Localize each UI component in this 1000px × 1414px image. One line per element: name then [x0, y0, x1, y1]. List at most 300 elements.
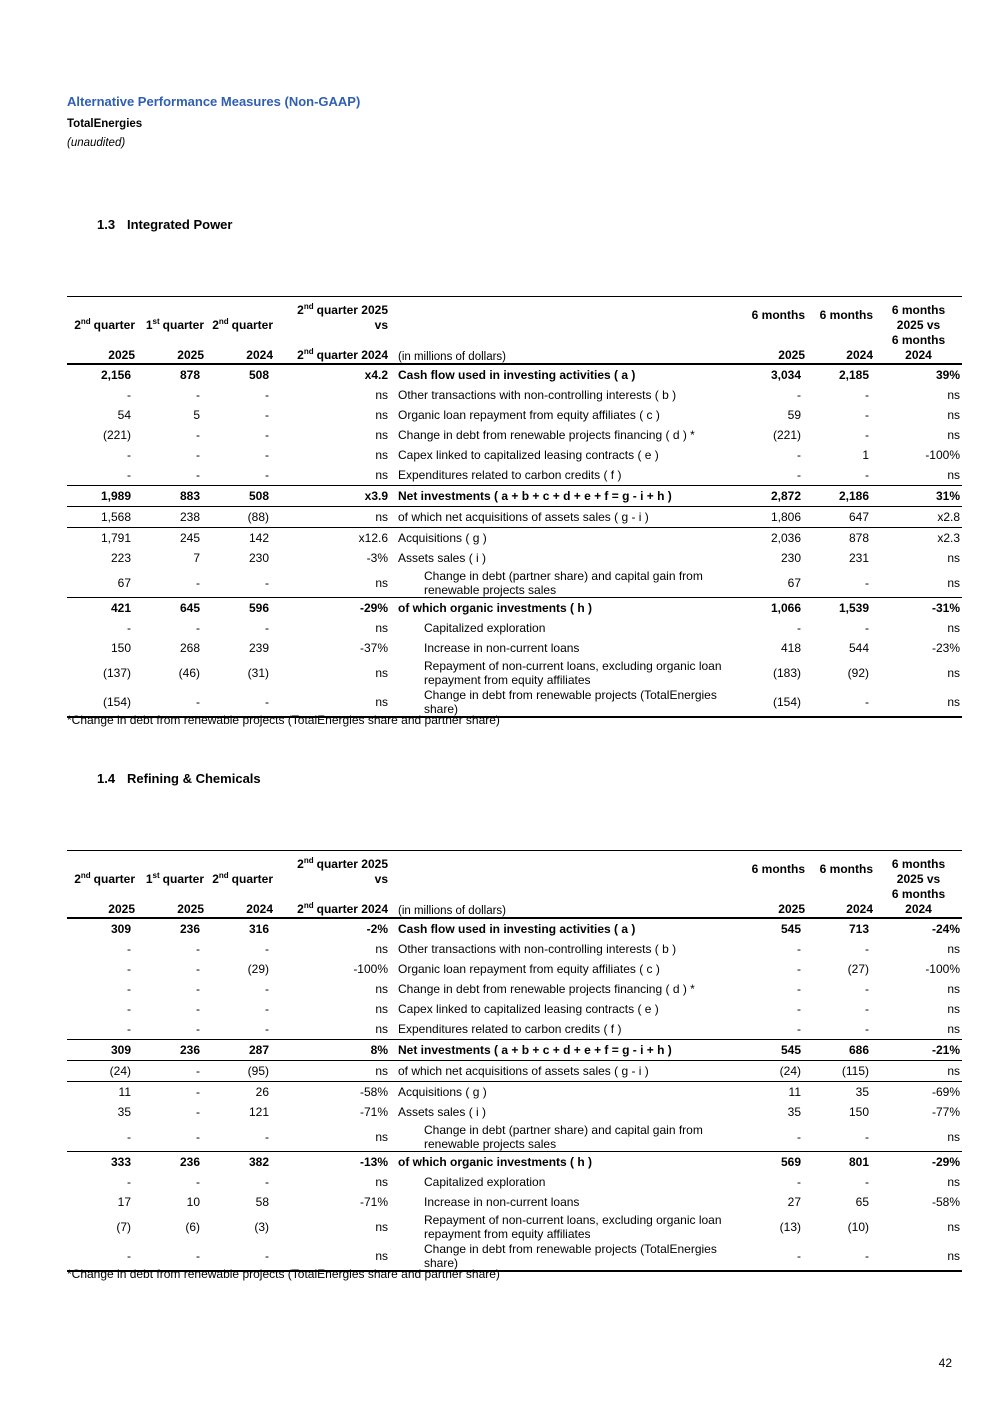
value-cell: (27)	[847, 962, 869, 976]
value-cell: -	[265, 468, 269, 482]
header-text: 2024	[246, 902, 273, 916]
value-cell: -3%	[366, 551, 388, 565]
row-label: Net investments ( a + b + c + d + e + f = g - i + h )	[398, 1043, 672, 1057]
row-label: Expenditures related to carbon credits ( f )	[398, 1022, 622, 1036]
value-cell: ns	[947, 1219, 960, 1234]
table-row	[67, 405, 962, 425]
row-label: Organic loan repayment from equity affiliates ( c )	[398, 408, 660, 422]
ordinal-suffix: nd	[303, 347, 314, 356]
header-text: quarter 2024	[316, 902, 388, 916]
column-header	[739, 333, 807, 364]
table-row	[67, 1102, 962, 1122]
value-cell: 878	[179, 368, 200, 382]
value-cell: 7	[193, 551, 200, 565]
unaudited-note: (unaudited)	[67, 137, 126, 149]
value-cell: -	[196, 448, 200, 462]
header-text: 2	[74, 318, 81, 332]
table-footnote: *Change in debt from renewable projects (TotalEnergies share and partner share)	[67, 1267, 500, 1281]
value-cell: 333	[110, 1155, 131, 1169]
header-text: 2	[212, 318, 219, 332]
value-cell: -	[196, 1064, 200, 1078]
value-cell: x4.2	[364, 368, 388, 382]
value-cell: 35	[855, 1085, 869, 1099]
value-cell: 508	[248, 489, 269, 503]
value-cell: -	[127, 1248, 131, 1263]
value-cell: 65	[855, 1195, 869, 1209]
value-cell: 569	[780, 1155, 801, 1169]
row-label: Change in debt from renewable projects financing ( d ) *	[398, 982, 695, 996]
section-title	[97, 771, 261, 786]
value-cell: -	[196, 942, 200, 956]
ordinal-suffix: nd	[303, 302, 314, 311]
value-cell: ns	[947, 621, 960, 635]
value-cell: -69%	[931, 1085, 960, 1099]
row-label: Assets sales ( i )	[398, 1105, 487, 1119]
value-cell: 121	[248, 1105, 269, 1119]
ordinal-suffix: nd	[218, 317, 229, 326]
column-header	[137, 333, 206, 364]
value-cell: (183)	[772, 665, 801, 680]
value-cell: -	[797, 1022, 801, 1036]
header-text: vs	[374, 872, 388, 886]
value-cell: -	[265, 694, 269, 709]
header-text: 1	[145, 318, 153, 332]
value-cell: 150	[110, 641, 131, 655]
value-cell: x12.6	[358, 531, 388, 545]
value-cell: -	[265, 408, 269, 422]
value-cell: -	[797, 1002, 801, 1016]
value-cell: ns	[947, 694, 960, 709]
column-header	[275, 851, 390, 888]
value-cell: (137)	[102, 665, 131, 680]
row-label: Capex linked to capitalized leasing contracts ( e )	[398, 448, 659, 462]
column-header	[206, 851, 275, 888]
value-cell: -100%	[925, 448, 960, 462]
table-row	[67, 486, 962, 507]
value-cell: 544	[848, 641, 869, 655]
row-label: of which organic investments ( h )	[398, 1155, 593, 1169]
value-cell: ns	[375, 942, 388, 956]
value-cell: (10)	[847, 1219, 869, 1234]
value-cell: -21%	[931, 1043, 960, 1057]
column-header	[875, 851, 962, 888]
value-cell: ns	[947, 575, 960, 590]
value-cell: -	[196, 1022, 200, 1036]
table-row	[67, 507, 962, 528]
value-cell: 1,568	[100, 510, 131, 524]
value-cell: ns	[375, 1002, 388, 1016]
value-cell: -	[196, 468, 200, 482]
value-cell: -	[196, 428, 200, 442]
header-text: vs	[374, 318, 388, 332]
value-cell: 11	[118, 1085, 131, 1099]
header-text: 2025 vs	[896, 872, 941, 886]
header-text: 2	[297, 902, 304, 916]
header-text: quarter	[231, 872, 273, 886]
value-cell: 35	[117, 1105, 131, 1119]
value-cell: -13%	[359, 1155, 388, 1169]
value-cell: (24)	[109, 1064, 131, 1078]
value-cell: ns	[375, 694, 388, 709]
value-cell: ns	[375, 1129, 388, 1144]
row-label: Increase in non-current loans	[424, 1195, 580, 1209]
section-number: 1.4	[97, 771, 116, 786]
value-cell: 268	[179, 641, 200, 655]
header-text: 6 months	[819, 861, 873, 876]
value-cell: -24%	[931, 922, 960, 936]
ordinal-suffix: st	[152, 871, 160, 880]
value-cell: 236	[179, 922, 200, 936]
value-cell: 3,034	[770, 368, 801, 382]
row-label: Capitalized exploration	[424, 1175, 546, 1189]
value-cell: 142	[248, 531, 269, 545]
column-header	[206, 887, 275, 918]
header-text: 2025	[177, 348, 204, 362]
value-cell: -	[265, 448, 269, 462]
value-cell: 1,539	[838, 601, 869, 615]
value-cell: 27	[787, 1195, 801, 1209]
value-cell: -	[196, 1105, 200, 1119]
value-cell: (221)	[772, 428, 801, 442]
row-label: Cash flow used in investing activities ( a )	[398, 368, 636, 382]
value-cell: -77%	[931, 1105, 960, 1119]
table-row	[67, 1192, 962, 1212]
value-cell: -	[865, 575, 869, 590]
value-cell: -	[865, 694, 869, 709]
value-cell: 878	[848, 531, 869, 545]
column-header	[275, 297, 390, 334]
row-label: Increase in non-current loans	[424, 641, 580, 655]
value-cell: 2,872	[770, 489, 801, 503]
ordinal-suffix: nd	[303, 901, 314, 910]
value-cell: 58	[255, 1195, 269, 1209]
value-cell: -	[196, 962, 200, 976]
value-cell: (115)	[841, 1064, 869, 1078]
row-label: Cash flow used in investing activities ( a )	[398, 922, 636, 936]
value-cell: ns	[947, 942, 960, 956]
table-row	[67, 445, 962, 465]
value-cell: (24)	[779, 1064, 801, 1078]
page-number: 42	[938, 1356, 952, 1370]
table-row	[67, 1040, 962, 1061]
row-label: Change in debt from renewable projects (TotalEnergies share)	[424, 687, 717, 716]
column-header	[807, 887, 875, 918]
header-spacer	[390, 297, 739, 334]
value-cell: -	[797, 468, 801, 482]
table-row	[67, 1172, 962, 1192]
value-cell: -	[196, 982, 200, 996]
column-header	[875, 887, 962, 918]
header-text: 2025	[177, 902, 204, 916]
header-text: 2	[74, 872, 81, 886]
value-cell: -	[127, 1022, 131, 1036]
value-cell: -	[196, 1085, 200, 1099]
value-cell: 382	[248, 1155, 269, 1169]
row-label: Change in debt (partner share) and capital gain from renewable projects sales	[424, 568, 703, 597]
column-header	[67, 333, 137, 364]
column-header	[137, 297, 206, 334]
value-cell: ns	[375, 1175, 388, 1189]
value-cell: 230	[780, 551, 801, 565]
value-cell: -	[196, 575, 200, 590]
value-cell: -	[797, 621, 801, 635]
header-row	[67, 297, 962, 334]
value-cell: 67	[787, 575, 801, 590]
value-cell: -	[127, 962, 131, 976]
table-row	[67, 364, 962, 385]
header-text: quarter	[162, 872, 204, 886]
value-cell: 686	[848, 1043, 869, 1057]
header-text: 6 months	[891, 333, 946, 347]
value-cell: 31%	[935, 489, 960, 503]
value-cell: x3.9	[364, 489, 388, 503]
value-cell: (221)	[102, 428, 131, 442]
value-cell: ns	[947, 1248, 960, 1263]
value-cell: 59	[787, 408, 801, 422]
header-row	[67, 333, 962, 364]
value-cell: ns	[947, 388, 960, 402]
value-cell: 421	[110, 601, 131, 615]
row-label: Acquisitions ( g )	[398, 531, 487, 545]
value-cell: -	[265, 575, 269, 590]
value-cell: (31)	[247, 665, 269, 680]
ordinal-suffix: nd	[303, 856, 314, 865]
value-cell: 54	[117, 408, 131, 422]
value-cell: ns	[375, 1219, 388, 1234]
header-text: 2	[212, 872, 219, 886]
value-cell: -29%	[931, 1155, 960, 1169]
header-text: 2024	[846, 902, 873, 916]
row-label: of which net acquisitions of assets sales ( g - i )	[398, 1064, 649, 1078]
value-cell: ns	[947, 1175, 960, 1189]
header-row	[67, 851, 962, 888]
value-cell: 508	[248, 368, 269, 382]
value-cell: (13)	[779, 1219, 801, 1234]
table-row	[67, 1061, 962, 1082]
value-cell: -	[865, 428, 869, 442]
value-cell: (154)	[772, 694, 801, 709]
column-header	[67, 297, 137, 334]
value-cell: ns	[375, 428, 388, 442]
value-cell: 596	[248, 601, 269, 615]
value-cell: ns	[947, 1002, 960, 1016]
value-cell: -	[797, 1175, 801, 1189]
value-cell: 2,185	[838, 368, 869, 382]
value-cell: 39%	[935, 368, 960, 382]
value-cell: 17	[117, 1195, 131, 1209]
header-text: 1	[145, 872, 153, 886]
row-label: of which organic investments ( h )	[398, 601, 593, 615]
column-header	[206, 297, 275, 334]
value-cell: (29)	[247, 962, 269, 976]
table-row	[67, 1082, 962, 1103]
header-text: 6 months	[819, 307, 873, 322]
table-row	[67, 425, 962, 445]
value-cell: -	[265, 1022, 269, 1036]
section-name: Integrated Power	[127, 217, 233, 232]
value-cell: ns	[947, 551, 960, 565]
row-label: Change in debt (partner share) and capital gain from renewable projects sales	[424, 1122, 703, 1151]
value-cell: (3)	[254, 1219, 269, 1234]
table-row	[67, 618, 962, 638]
value-cell: 1,791	[100, 531, 131, 545]
value-cell: -	[196, 1002, 200, 1016]
header-text: quarter 2024	[316, 348, 388, 362]
value-cell: -	[797, 962, 801, 976]
value-cell: 545	[780, 1043, 801, 1057]
value-cell: -	[865, 1002, 869, 1016]
ordinal-suffix: nd	[80, 317, 91, 326]
header-text: 6 months	[751, 307, 805, 322]
value-cell: -	[265, 1002, 269, 1016]
header-text: 2024	[905, 348, 932, 362]
value-cell: -	[797, 448, 801, 462]
ordinal-suffix: st	[152, 317, 160, 326]
value-cell: -	[865, 468, 869, 482]
table-row	[67, 528, 962, 549]
value-cell: -	[127, 942, 131, 956]
value-cell: ns	[375, 468, 388, 482]
table-row	[67, 658, 962, 687]
table-row	[67, 638, 962, 658]
value-cell: -71%	[359, 1195, 388, 1209]
value-cell: ns	[375, 575, 388, 590]
value-cell: x2.3	[937, 531, 960, 545]
header-text: 2	[297, 348, 304, 362]
row-label: Expenditures related to carbon credits ( f )	[398, 468, 622, 482]
header-spacer	[390, 851, 739, 888]
value-cell: ns	[947, 468, 960, 482]
value-cell: 647	[848, 510, 869, 524]
value-cell: -	[127, 1002, 131, 1016]
row-label: Other transactions with non-controlling interests ( b )	[398, 388, 677, 402]
value-cell: -	[265, 388, 269, 402]
value-cell: -100%	[925, 962, 960, 976]
value-cell: -	[265, 621, 269, 635]
value-cell: 236	[179, 1155, 200, 1169]
table-row	[67, 598, 962, 619]
value-cell: 238	[179, 510, 200, 524]
value-cell: 223	[110, 551, 131, 565]
value-cell: -	[196, 388, 200, 402]
column-header	[739, 851, 807, 888]
value-cell: 26	[255, 1085, 269, 1099]
value-cell: 5	[193, 408, 200, 422]
header-text: 6 months	[751, 861, 805, 876]
value-cell: -	[127, 388, 131, 402]
value-cell: -	[797, 388, 801, 402]
document-title: Alternative Performance Measures (Non-GAAP)	[67, 94, 361, 109]
value-cell: 35	[787, 1105, 801, 1119]
value-cell: -	[127, 621, 131, 635]
column-header	[275, 887, 390, 918]
column-header	[739, 887, 807, 918]
header-text: quarter	[231, 318, 273, 332]
header-text: 2024	[905, 902, 932, 916]
value-cell: 801	[848, 1155, 869, 1169]
value-cell: -	[797, 1248, 801, 1263]
row-label: of which net acquisitions of assets sales ( g - i )	[398, 510, 649, 524]
table-row	[67, 999, 962, 1019]
value-cell: 1,066	[770, 601, 801, 615]
column-header	[137, 851, 206, 888]
value-cell: -	[196, 694, 200, 709]
value-cell: -	[865, 621, 869, 635]
table-row	[67, 1152, 962, 1173]
company-name: TotalEnergies	[67, 118, 143, 130]
column-header	[739, 297, 807, 334]
table-row	[67, 1122, 962, 1152]
row-label: Acquisitions ( g )	[398, 1085, 487, 1099]
value-cell: -	[865, 388, 869, 402]
header-text: 2	[297, 857, 304, 871]
column-header	[67, 851, 137, 888]
row-label: Change in debt from renewable projects financing ( d ) *	[398, 428, 695, 442]
header-text: 2025	[108, 902, 135, 916]
value-cell: -29%	[359, 601, 388, 615]
value-cell: (95)	[247, 1064, 269, 1078]
value-cell: (46)	[178, 665, 200, 680]
header-text: 2025	[778, 348, 805, 362]
value-cell: -	[265, 942, 269, 956]
value-cell: ns	[375, 1064, 388, 1078]
row-label: Change in debt from renewable projects (TotalEnergies share)	[424, 1241, 717, 1270]
header-text: 2025	[778, 902, 805, 916]
value-cell: -58%	[359, 1085, 388, 1099]
value-cell: ns	[375, 408, 388, 422]
table-row	[67, 1212, 962, 1241]
column-header	[807, 297, 875, 334]
value-cell: x2.8	[937, 510, 960, 524]
value-cell: -71%	[359, 1105, 388, 1119]
value-cell: 10	[186, 1195, 200, 1209]
column-header	[206, 333, 275, 364]
ordinal-suffix: nd	[218, 871, 229, 880]
header-text: 6 months	[891, 857, 946, 871]
value-cell: 67	[117, 575, 131, 590]
value-cell: -100%	[353, 962, 388, 976]
column-header	[807, 333, 875, 364]
table-row	[67, 1019, 962, 1040]
value-cell: 2,186	[838, 489, 869, 503]
value-cell: ns	[947, 1022, 960, 1036]
column-header	[875, 333, 962, 364]
value-cell: ns	[375, 621, 388, 635]
table-row	[67, 548, 962, 568]
column-header	[137, 887, 206, 918]
row-label: Organic loan repayment from equity affiliates ( c )	[398, 962, 660, 976]
value-cell: 2,156	[100, 368, 131, 382]
value-cell: -	[865, 1129, 869, 1144]
row-label: Capex linked to capitalized leasing contracts ( e )	[398, 1002, 659, 1016]
value-cell: ns	[375, 1248, 388, 1263]
value-cell: 316	[248, 922, 269, 936]
value-cell: ns	[375, 510, 388, 524]
value-cell: -	[196, 1129, 200, 1144]
table-row	[67, 465, 962, 486]
row-label: Repayment of non-current loans, excluding organic loan repayment from equity affiliates	[424, 658, 722, 687]
value-cell: -	[196, 1175, 200, 1189]
value-cell: -	[865, 1175, 869, 1189]
table-footnote: *Change in debt from renewable projects (TotalEnergies share and partner share)	[67, 713, 500, 727]
value-cell: 236	[179, 1043, 200, 1057]
value-cell: ns	[375, 1022, 388, 1036]
header-text: 2024	[846, 348, 873, 362]
value-cell: -	[797, 942, 801, 956]
value-cell: (154)	[102, 694, 131, 709]
value-cell: -58%	[931, 1195, 960, 1209]
value-cell: ns	[375, 448, 388, 462]
